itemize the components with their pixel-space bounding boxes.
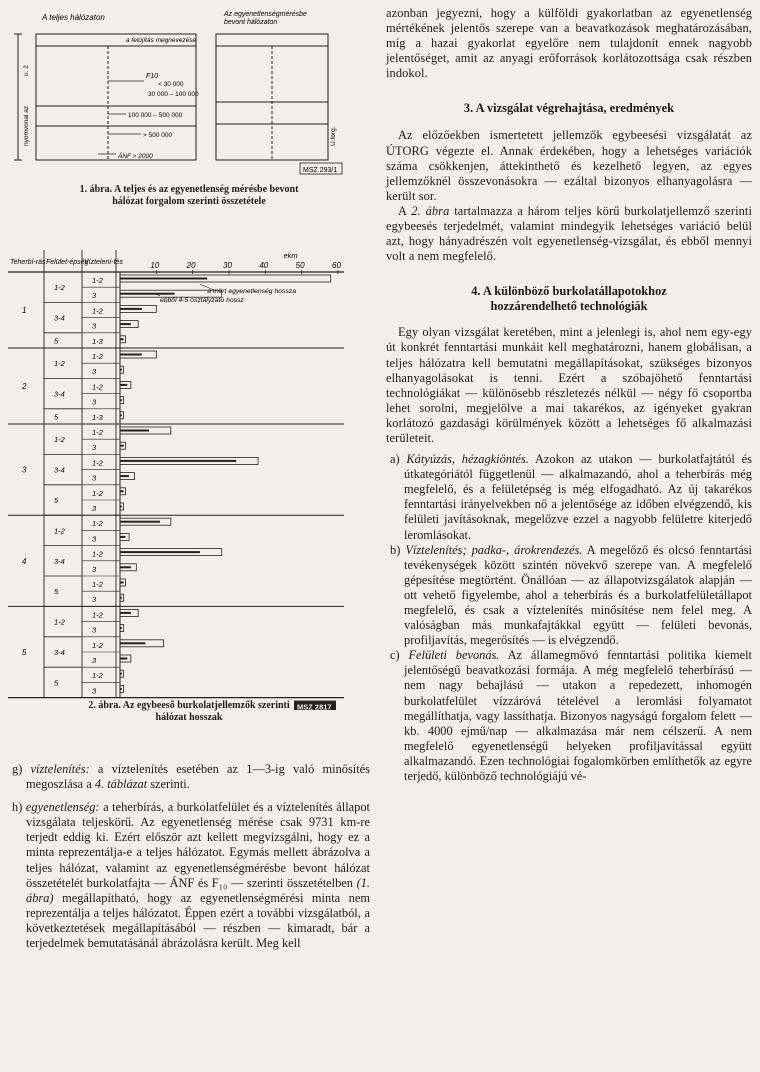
fig2-bar-class45 bbox=[120, 475, 129, 477]
fig1-vaxis-right: U.forg. bbox=[330, 126, 337, 146]
fig2-label-feluletepseg: 3-4 bbox=[54, 648, 65, 657]
fig2-label-viztelenites: 3 bbox=[92, 291, 97, 301]
fig2-tick-20: 20 bbox=[186, 261, 196, 270]
fig2-bar-class45 bbox=[120, 551, 200, 553]
fig2-label-feluletepseg: 5 bbox=[54, 412, 59, 422]
item-a: a) Kátyúzás, hézagkiöntés. Azokon az utakon — burkolatfajtától és útkategóriától függetlenül — alkalmazandó, ahol a teherbírás még megfelelő, és a felületépség is még elfogadható. Az új takarékos fenntartási irányelvekben nő a jelentősége az időben elvégzendő, kis felületi javításoknak, megelőzve ezzel a nagyobb felületre kiterjedő leromlásokat. bbox=[390, 452, 752, 542]
fig2-bar-class45 bbox=[120, 597, 122, 599]
right-paragraph-4: Egy olyan vizsgálat keretében, mint a jelenlegi is, ahol nem egy-egy út konkrét fenntartási munkáit kell meghatározni, hanem globálisan, a teljes hálózatra kell bemutatni megállapításokat, szükséges bizonyos elhanyagolásokat is tenni. Ezért a szóbajöhető fenntartási technológiákat — különösebb részletezés nélkül — négy fő csoportba lehet sorolni, megjelölve a mai takarékos, az igényeket gyakran korlátozó gazdasági körülmények között a lehetséges fő alkalmazási területeit. bbox=[386, 325, 752, 445]
fig2-label-teherbiras: 5 bbox=[22, 648, 27, 657]
fig2-bar-class45 bbox=[120, 354, 142, 356]
fig2-label-viztelenites: 3 bbox=[92, 686, 97, 696]
fig2-label-viztelenites: 3 bbox=[92, 595, 97, 605]
fig1-caption-1: 1. ábra. A teljes és az egyenetlenség mérésbe bevont bbox=[79, 184, 299, 195]
fig2-label-viztelenites: 3 bbox=[92, 367, 97, 377]
fig2-bar-class45 bbox=[120, 688, 122, 690]
fig2-label-viztelenites: 1-2 bbox=[92, 610, 103, 620]
fig2-bar-class45 bbox=[120, 399, 122, 401]
fig2-label-viztelenites: 1-2 bbox=[92, 352, 103, 361]
fig2-label-feluletepseg: 3-4 bbox=[54, 313, 65, 323]
fig2-label-viztelenites: 3 bbox=[92, 564, 97, 574]
fig2-header-1: Felület-épség bbox=[46, 259, 89, 266]
fig2-label-feluletepseg: 1-2 bbox=[54, 283, 65, 293]
fig2-bar-class45 bbox=[120, 627, 122, 629]
right-paragraph-1: azonban jegyezni, hogy a külföldi gyakorlatban az egyenetlenség mértékének jelentős szerepe van a beavatkozások meghatározásában, míg a hazai gyakorlat egyelőre nem tulajdonít ennek nagyobb jelentőséget, amit az anyagi erőforrások korlátozottsága csak részben indokol. bbox=[386, 6, 752, 81]
fig2-legend-measured: a mért egyenetlenség hossza bbox=[207, 288, 296, 296]
fig2-bar-class45 bbox=[120, 278, 207, 280]
right-paragraph-3: A 2. ábra tartalmazza a három teljes körű burkolatjellemző szerinti egybeesés terjedelmét, valamint mindegyik lehetséges variáció belül azt, hogy hányadrészén volt egyenetlenség-vizsgálat, és ebből mennyi volt a nem megfelelő. bbox=[386, 203, 753, 264]
item-h-term: egyenetlenség: bbox=[25, 800, 100, 815]
fig2-label-viztelenites: 3 bbox=[92, 397, 97, 407]
fig2-label-viztelenites: 1-2 bbox=[92, 428, 103, 437]
fig2-axis-unit: ekm bbox=[283, 251, 298, 260]
fig2-bar-class45 bbox=[120, 521, 160, 523]
fig1-range-100-500: 100 000 – 500 000 bbox=[128, 112, 183, 119]
fig2-label-teherbiras: 4 bbox=[22, 556, 27, 566]
figure-1 bbox=[8, 6, 370, 181]
fig2-bar-class45 bbox=[120, 566, 131, 568]
fig2-label-feluletepseg: 1-2 bbox=[54, 359, 65, 369]
fig2-tick-60: 60 bbox=[332, 261, 341, 270]
fig1-range-30-100: 30 000 – 100 000 bbox=[148, 91, 199, 98]
fig2-bar-class45 bbox=[120, 384, 127, 386]
right-column bbox=[386, 0, 752, 1072]
fig2-label-feluletepseg: 3-4 bbox=[54, 556, 65, 566]
fig2-label-viztelenites: 3 bbox=[92, 534, 97, 544]
fig2-label-viztelenites: 1-2 bbox=[92, 458, 103, 468]
fig1-msz: MSZ 293/1 bbox=[303, 167, 338, 174]
fig1-label-felujitas: a felújítás megnevezése bbox=[126, 37, 197, 44]
fig2-label-viztelenites: 1-3 bbox=[92, 412, 103, 422]
fig1-label-fio: F10 bbox=[146, 73, 159, 80]
fig2-tick-50: 50 bbox=[295, 261, 305, 270]
fig2-label-teherbiras: 3 bbox=[22, 465, 27, 475]
fig2-caption-1: 2. ábra. Az egybeeső burkolatjellemzők szerinti bbox=[88, 700, 290, 711]
fig2-bar-class45 bbox=[120, 612, 131, 614]
fig2-tick-10: 10 bbox=[150, 261, 160, 270]
item-c-term: Felületi bevonás. bbox=[408, 648, 500, 663]
figure-2 bbox=[8, 250, 370, 710]
fig2-legend-class45: ebből 4-5 osztályzatú hossz bbox=[159, 296, 244, 304]
fig2-label-feluletepseg: 5 bbox=[54, 587, 59, 597]
fig2-label-viztelenites: 3 bbox=[92, 504, 97, 513]
fig2-header-2: Víztelení-tés bbox=[84, 259, 123, 266]
fig1-label-left: A teljes hálózaton bbox=[42, 13, 105, 22]
fig2-bar-class45 bbox=[120, 414, 122, 416]
fig2-label-feluletepseg: 3-4 bbox=[54, 389, 65, 399]
fig2-bar-class45 bbox=[120, 506, 122, 508]
fig2-bar-class45 bbox=[120, 642, 145, 644]
fig2-bar-class45 bbox=[120, 582, 124, 584]
fig2-label-feluletepseg: 1-2 bbox=[54, 617, 65, 627]
fig2-bar-class45 bbox=[120, 445, 124, 447]
fig2-label-viztelenites: 1-2 bbox=[92, 382, 103, 392]
fig2-label-feluletepseg: 5 bbox=[54, 678, 59, 688]
section-4-heading-1: 4. A különböző burkolatállapotokhoz bbox=[471, 284, 667, 299]
left-column bbox=[8, 0, 370, 1072]
fig2-bar-class45 bbox=[120, 369, 122, 371]
fig2-header-0: Teherbí-rás bbox=[10, 259, 46, 266]
fig2-label-teherbiras: 2 bbox=[22, 382, 27, 391]
section-3-heading: 3. A vizsgálat végrehajtása, eredmények bbox=[463, 101, 675, 116]
fig2-label-teherbiras: 1 bbox=[22, 306, 27, 315]
fig2-label-viztelenites: 1-2 bbox=[92, 549, 103, 559]
fig1-anf: ÁNF > 2000 bbox=[118, 153, 153, 160]
fig2-bar-class45 bbox=[120, 308, 142, 310]
fig2-label-feluletepseg: 1-2 bbox=[54, 526, 65, 536]
item-c: c) Felületi bevonás. Az államegmővó fenntartási politika kiemelt jelentőségű beavatkozási formája. A még megfelelő teherbírású — nem nagy behajlású — utakon a repedezett, inhomogén burkolatfelület vízzáróvá tételével a leromlási folyamatot megállíthatja, vagy lassíthatja. Bizonyos nagyságú forgalom felett — kb. 4000 ejmű/nap — alkalmazása már nem célszerű. A nem megfelelő egyenetlenségű helyeken profiljavítással együtt alkalmazandó. Ezen technológiai fogalomkörben említhetők az egyre terjedő, különböző technológiájú vé- bbox=[390, 648, 752, 784]
item-b-term: Víztelenítés; padka-, árokrendezés. bbox=[405, 542, 583, 557]
fig1-vaxis-left-2: nyomvonal az bbox=[23, 105, 30, 146]
fig2-tick-40: 40 bbox=[259, 261, 269, 270]
fig2-label-viztelenites: 1-2 bbox=[92, 671, 103, 681]
fig2-label-viztelenites: 3 bbox=[92, 473, 97, 483]
item-b: b) Víztelenítés; padka-, árokrendezés. A megelőző és olcsó fenntartási tevékenységek között szintén növekvő szerepe van. A megfelelő gépesítése megtörtént. Önállóan — az állapotvizsgálatok alapján — ott vehető figyelembe, ahol a teherbírás és a burkolatfelületállapot megfelelő, és csak a víztelenítés minősítése nem felel meg. A valóságban más munkafajtákkal együtt — felületi bevonás, profiljavítás, megerősítés — is elvégzendő. bbox=[390, 542, 752, 648]
fig2-bar-class45 bbox=[120, 536, 125, 538]
fig2-label-viztelenites: 1-2 bbox=[92, 306, 103, 316]
fig2-caption-2: hálózat hosszak bbox=[155, 712, 223, 723]
fig1-label-right-1: Az egyenetlenségmérésbe bbox=[224, 11, 307, 18]
fig2-bar-class45 bbox=[120, 673, 122, 675]
fig2-label-viztelenites: 3 bbox=[92, 443, 97, 453]
fig2-label-viztelenites: 1-2 bbox=[92, 519, 103, 529]
fig2-label-viztelenites: 3 bbox=[92, 625, 97, 635]
fig1-vaxis-left: u. 2 bbox=[23, 65, 30, 76]
section-4-heading-2: hozzárendelhető technológiák bbox=[490, 299, 648, 314]
fig2-bar-class45 bbox=[120, 490, 124, 492]
fig2-bar-class45 bbox=[120, 658, 127, 660]
fig2-label-feluletepseg: 1-2 bbox=[54, 435, 65, 445]
fig2-label-viztelenites: 1-3 bbox=[92, 336, 103, 346]
fig1-label-right-2: bevont hálózaton bbox=[224, 19, 278, 26]
fig2-bar-class45 bbox=[120, 293, 175, 295]
fig1-range-gt500: > 500 000 bbox=[143, 132, 173, 139]
fig1-caption-2: hálózat forgalom szerinti összetétele bbox=[112, 196, 266, 207]
fig2-tick-30: 30 bbox=[223, 261, 232, 270]
item-a-term: Kátyúzás, hézagkiöntés. bbox=[406, 452, 529, 467]
fig2-label-viztelenites: 1-2 bbox=[92, 488, 103, 498]
fig2-label-feluletepseg: 5 bbox=[54, 336, 59, 346]
item-g-term: víztelenítés: bbox=[30, 762, 90, 776]
fig2-label-viztelenites: 1-2 bbox=[92, 276, 103, 285]
fig2-bar-class45 bbox=[120, 460, 236, 462]
fig2-label-viztelenites: 3 bbox=[92, 656, 97, 665]
fig2-label-feluletepseg: 5 bbox=[54, 496, 59, 505]
item-h: h) egyenetlenség: a teherbírás, a burkolatfelület és a víztelenítés állapot vizsgálata teljeskörű. Az egyenetlenség mérése csak 9731 km-re terjedt eddig ki. Ezért először azt kellett megvizsgálni, hogy ez a minta reprezentálja-e a teljes hálózatot. Egymás mellett ábrázolva a teljes hálózat, valamint az egyenetlenségmérésbe bevont hálózat összetételét burkolatfajta — ÁNF és F₁₀ — szerinti összetételben (1. ábra) megállapítható, hogy az egyenetlenségmérési minta nem reprezentálja a teljes hálózatot. Éppen ezért a további vizsgálatból, a következtetések megállapításából — részben — kimaradt, bár a terjedelmek bemutatásánál ábrázolásra került. Meg kell bbox=[12, 800, 370, 951]
fig2-label-viztelenites: 3 bbox=[92, 321, 97, 331]
fig2-bar-class45 bbox=[120, 338, 124, 340]
fig2-label-viztelenites: 1-2 bbox=[92, 580, 103, 589]
fig1-range-lt30: < 30 000 bbox=[158, 81, 184, 88]
fig2-msz: MSZ 2817 bbox=[297, 702, 332, 710]
fig2-bar-class45 bbox=[120, 323, 131, 325]
fig2-label-feluletepseg: 3-4 bbox=[54, 465, 65, 475]
item-g: g) víztelenítés: a víztelenítés esetében az 1—3-ig való minősítés megoszlása a 4. táblázat szerinti. bbox=[12, 762, 370, 792]
right-paragraph-2: Az előzőekben ismertetett jellemzők egybeesési vizsgálatát az ÚTORG végezte el. Annak érdekében, hogy a lehetséges variációk száma csökkenjen, áttekinthető és kezelhető legyen, az egyes jellemzőknél összevonásokra — ezáltal bizonyos elhanyagolásra — került sor. bbox=[386, 128, 752, 203]
fig2-bar-class45 bbox=[120, 430, 149, 432]
fig2-label-viztelenites: 1-2 bbox=[92, 640, 103, 650]
